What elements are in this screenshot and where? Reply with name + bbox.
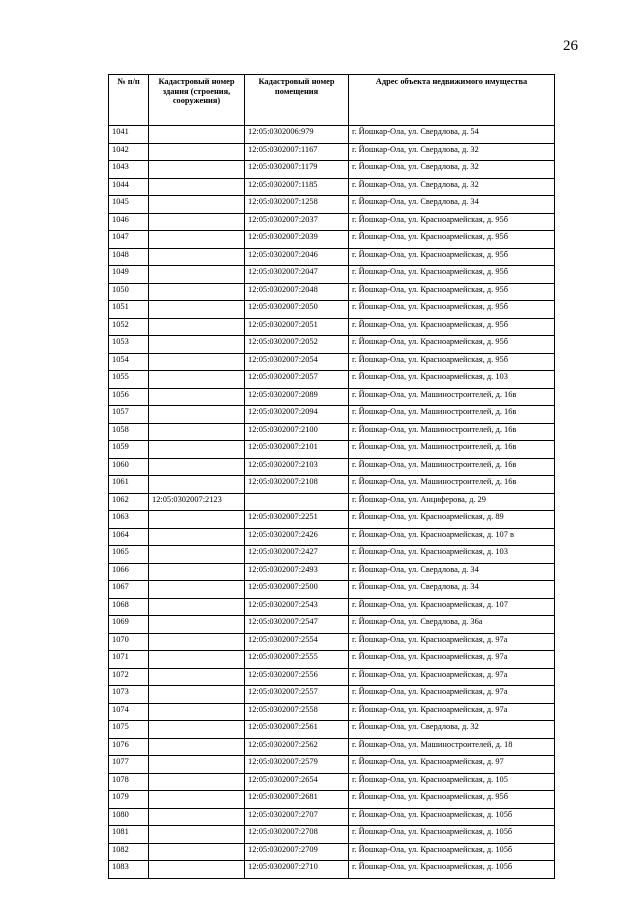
- table-row: [109, 703, 555, 721]
- table-row: [109, 493, 555, 511]
- cell-premises-cadastral-number: 12:05:0302007:1185: [245, 178, 349, 196]
- cell-building-cadastral-number: [149, 458, 245, 476]
- table-row: [109, 353, 555, 371]
- cell-property-address: г. Йошкар-Ола, ул. Красноармейская, д. 107: [349, 598, 555, 616]
- cell-building-cadastral-number: [149, 441, 245, 459]
- cell-property-address: г. Йошкар-Ола, ул. Свердлова, д. 32: [349, 178, 555, 196]
- table-row: [109, 598, 555, 616]
- cell-premises-cadastral-number: 12:05:0302007:2555: [245, 651, 349, 669]
- table-row: [109, 336, 555, 354]
- cell-building-cadastral-number: [149, 266, 245, 284]
- cell-building-cadastral-number: 12:05:0302007:2123: [149, 493, 245, 511]
- cell-property-address: г. Йошкар-Ола, ул. Свердлова, д. 54: [349, 126, 555, 144]
- cell-row-number: 1044: [109, 178, 149, 196]
- cell-row-number: 1071: [109, 651, 149, 669]
- table-row: [109, 266, 555, 284]
- cell-premises-cadastral-number: 12:05:0302007:1167: [245, 143, 349, 161]
- cell-premises-cadastral-number: 12:05:0302007:2709: [245, 843, 349, 861]
- cell-premises-cadastral-number: 12:05:0302007:2556: [245, 668, 349, 686]
- table-row: [109, 388, 555, 406]
- cell-premises-cadastral-number: 12:05:0302007:2426: [245, 528, 349, 546]
- cell-building-cadastral-number: [149, 756, 245, 774]
- cell-row-number: 1058: [109, 423, 149, 441]
- cell-building-cadastral-number: [149, 703, 245, 721]
- table-row: [109, 126, 555, 144]
- cell-property-address: г. Йошкар-Ола, ул. Машиностроителей, д. 16в: [349, 441, 555, 459]
- cell-row-number: 1048: [109, 248, 149, 266]
- cell-property-address: г. Йошкар-Ола, ул. Красноармейская, д. 97а: [349, 633, 555, 651]
- cell-building-cadastral-number: [149, 371, 245, 389]
- cell-premises-cadastral-number: 12:05:0302007:2039: [245, 231, 349, 249]
- cell-premises-cadastral-number: 12:05:0302007:2681: [245, 791, 349, 809]
- cell-property-address: г. Йошкар-Ола, ул. Красноармейская, д. 95б: [349, 791, 555, 809]
- cell-building-cadastral-number: [149, 318, 245, 336]
- cell-property-address: г. Йошкар-Ола, ул. Красноармейская, д. 105б: [349, 826, 555, 844]
- page-number: 26: [563, 38, 578, 54]
- cell-property-address: г. Йошкар-Ола, ул. Красноармейская, д. 105б: [349, 843, 555, 861]
- cell-property-address: г. Йошкар-Ола, ул. Машиностроителей, д. 16в: [349, 458, 555, 476]
- cell-premises-cadastral-number: 12:05:0302007:2048: [245, 283, 349, 301]
- cell-building-cadastral-number: [149, 616, 245, 634]
- cell-row-number: 1041: [109, 126, 149, 144]
- cell-building-cadastral-number: [149, 143, 245, 161]
- cell-building-cadastral-number: [149, 406, 245, 424]
- cell-premises-cadastral-number: [245, 493, 349, 511]
- cell-building-cadastral-number: [149, 791, 245, 809]
- cell-row-number: 1054: [109, 353, 149, 371]
- cell-premises-cadastral-number: 12:05:0302007:2500: [245, 581, 349, 599]
- cell-property-address: г. Йошкар-Ола, ул. Красноармейская, д. 97а: [349, 651, 555, 669]
- table-row: [109, 738, 555, 756]
- cell-row-number: 1083: [109, 861, 149, 879]
- table-row: [109, 808, 555, 826]
- cell-row-number: 1077: [109, 756, 149, 774]
- table-row: [109, 581, 555, 599]
- cell-property-address: г. Йошкар-Ола, ул. Свердлова, д. 34: [349, 581, 555, 599]
- cell-building-cadastral-number: [149, 843, 245, 861]
- cell-property-address: г. Йошкар-Ола, ул. Красноармейская, д. 103: [349, 546, 555, 564]
- cell-row-number: 1053: [109, 336, 149, 354]
- cell-row-number: 1063: [109, 511, 149, 529]
- cell-property-address: г. Йошкар-Ола, ул. Красноармейская, д. 95б: [349, 231, 555, 249]
- cell-premises-cadastral-number: 12:05:0302007:2094: [245, 406, 349, 424]
- cell-row-number: 1067: [109, 581, 149, 599]
- cell-property-address: г. Йошкар-Ола, ул. Красноармейская, д. 95б: [349, 266, 555, 284]
- header-row-number: № п/п: [109, 75, 149, 126]
- table-row: [109, 511, 555, 529]
- cell-property-address: г. Йошкар-Ола, ул. Свердлова, д. 32: [349, 161, 555, 179]
- cell-property-address: г. Йошкар-Ола, ул. Красноармейская, д. 97: [349, 756, 555, 774]
- table-row: [109, 528, 555, 546]
- cell-building-cadastral-number: [149, 283, 245, 301]
- cell-property-address: г. Йошкар-Ола, ул. Красноармейская, д. 103: [349, 371, 555, 389]
- cell-premises-cadastral-number: 12:05:0302007:2100: [245, 423, 349, 441]
- cell-building-cadastral-number: [149, 738, 245, 756]
- cell-building-cadastral-number: [149, 301, 245, 319]
- table-row: [109, 143, 555, 161]
- table-row: [109, 441, 555, 459]
- cell-premises-cadastral-number: 12:05:0302007:2654: [245, 773, 349, 791]
- cell-premises-cadastral-number: 12:05:0302007:1179: [245, 161, 349, 179]
- cell-premises-cadastral-number: 12:05:0302007:2054: [245, 353, 349, 371]
- cell-row-number: 1049: [109, 266, 149, 284]
- table-header-row: [109, 75, 555, 126]
- cell-premises-cadastral-number: 12:05:0302007:2707: [245, 808, 349, 826]
- cell-row-number: 1064: [109, 528, 149, 546]
- cell-row-number: 1060: [109, 458, 149, 476]
- cell-property-address: г. Йошкар-Ола, ул. Красноармейская, д. 89: [349, 511, 555, 529]
- table-row: [109, 651, 555, 669]
- cell-building-cadastral-number: [149, 686, 245, 704]
- table-row: [109, 283, 555, 301]
- cell-row-number: 1072: [109, 668, 149, 686]
- table-row: [109, 633, 555, 651]
- cell-premises-cadastral-number: 12:05:0302007:2047: [245, 266, 349, 284]
- table-body: [109, 126, 555, 879]
- header-building-cadastral-number: Кадастровый номер здания (строения, сооружения): [149, 75, 245, 126]
- cell-premises-cadastral-number: 12:05:0302007:2089: [245, 388, 349, 406]
- table-row: [109, 546, 555, 564]
- cell-property-address: г. Йошкар-Ола, ул. Красноармейская, д. 97а: [349, 686, 555, 704]
- cell-premises-cadastral-number: 12:05:0302007:2052: [245, 336, 349, 354]
- cell-property-address: г. Йошкар-Ола, ул. Красноармейская, д. 95б: [349, 336, 555, 354]
- cell-row-number: 1061: [109, 476, 149, 494]
- cell-premises-cadastral-number: 12:05:0302007:2561: [245, 721, 349, 739]
- cell-premises-cadastral-number: 12:05:0302007:2057: [245, 371, 349, 389]
- cell-premises-cadastral-number: 12:05:0302007:2037: [245, 213, 349, 231]
- cell-row-number: 1045: [109, 196, 149, 214]
- table-row: [109, 668, 555, 686]
- table-row: [109, 213, 555, 231]
- cell-building-cadastral-number: [149, 808, 245, 826]
- cell-row-number: 1047: [109, 231, 149, 249]
- cell-premises-cadastral-number: 12:05:0302007:2547: [245, 616, 349, 634]
- cell-row-number: 1082: [109, 843, 149, 861]
- cell-row-number: 1051: [109, 301, 149, 319]
- table-row: [109, 861, 555, 879]
- cell-building-cadastral-number: [149, 161, 245, 179]
- cell-property-address: г. Йошкар-Ола, ул. Анциферова, д. 29: [349, 493, 555, 511]
- cell-building-cadastral-number: [149, 826, 245, 844]
- cell-premises-cadastral-number: 12:05:0302007:2108: [245, 476, 349, 494]
- cell-property-address: г. Йошкар-Ола, ул. Красноармейская, д. 95б: [349, 283, 555, 301]
- cell-building-cadastral-number: [149, 598, 245, 616]
- cell-property-address: г. Йошкар-Ола, ул. Красноармейская, д. 95б: [349, 301, 555, 319]
- cell-property-address: г. Йошкар-Ола, ул. Свердлова, д. 34: [349, 563, 555, 581]
- cell-premises-cadastral-number: 12:05:0302007:2046: [245, 248, 349, 266]
- cell-building-cadastral-number: [149, 126, 245, 144]
- cell-property-address: г. Йошкар-Ола, ул. Красноармейская, д. 105: [349, 773, 555, 791]
- cell-property-address: г. Йошкар-Ола, ул. Свердлова, д. 32: [349, 143, 555, 161]
- cell-building-cadastral-number: [149, 528, 245, 546]
- cell-building-cadastral-number: [149, 178, 245, 196]
- cell-premises-cadastral-number: 12:05:0302007:2708: [245, 826, 349, 844]
- cell-row-number: 1080: [109, 808, 149, 826]
- cell-premises-cadastral-number: 12:05:0302007:2103: [245, 458, 349, 476]
- cell-building-cadastral-number: [149, 476, 245, 494]
- cell-building-cadastral-number: [149, 861, 245, 879]
- cell-row-number: 1057: [109, 406, 149, 424]
- table-row: [109, 161, 555, 179]
- cell-row-number: 1056: [109, 388, 149, 406]
- header-property-address: Адрес объекта недвижимого имущества: [349, 75, 555, 126]
- cell-building-cadastral-number: [149, 353, 245, 371]
- table-row: [109, 196, 555, 214]
- cell-row-number: 1069: [109, 616, 149, 634]
- cell-row-number: 1078: [109, 773, 149, 791]
- cell-property-address: г. Йошкар-Ола, ул. Машиностроителей, д. 18: [349, 738, 555, 756]
- cell-row-number: 1043: [109, 161, 149, 179]
- cell-building-cadastral-number: [149, 511, 245, 529]
- cell-row-number: 1059: [109, 441, 149, 459]
- table-row: [109, 563, 555, 581]
- cell-row-number: 1068: [109, 598, 149, 616]
- cell-row-number: 1062: [109, 493, 149, 511]
- cell-building-cadastral-number: [149, 248, 245, 266]
- cell-premises-cadastral-number: 12:05:0302007:2251: [245, 511, 349, 529]
- cell-property-address: г. Йошкар-Ола, ул. Красноармейская, д. 107 в: [349, 528, 555, 546]
- cell-property-address: г. Йошкар-Ола, ул. Свердлова, д. 34: [349, 196, 555, 214]
- table-row: [109, 231, 555, 249]
- cell-row-number: 1075: [109, 721, 149, 739]
- cell-row-number: 1073: [109, 686, 149, 704]
- property-registry-table: [108, 74, 555, 879]
- cell-building-cadastral-number: [149, 633, 245, 651]
- cell-property-address: г. Йошкар-Ола, ул. Свердлова, д. 36а: [349, 616, 555, 634]
- cell-property-address: г. Йошкар-Ола, ул. Красноармейская, д. 95б: [349, 353, 555, 371]
- cell-building-cadastral-number: [149, 651, 245, 669]
- cell-property-address: г. Йошкар-Ола, ул. Красноармейская, д. 97а: [349, 668, 555, 686]
- cell-row-number: 1066: [109, 563, 149, 581]
- cell-property-address: г. Йошкар-Ола, ул. Красноармейская, д. 97а: [349, 703, 555, 721]
- table-row: [109, 423, 555, 441]
- cell-row-number: 1046: [109, 213, 149, 231]
- cell-premises-cadastral-number: 12:05:0302006:979: [245, 126, 349, 144]
- cell-property-address: г. Йошкар-Ола, ул. Машиностроителей, д. 16в: [349, 388, 555, 406]
- cell-premises-cadastral-number: 12:05:0302007:2554: [245, 633, 349, 651]
- cell-building-cadastral-number: [149, 581, 245, 599]
- table-row: [109, 773, 555, 791]
- cell-building-cadastral-number: [149, 196, 245, 214]
- table-row: [109, 826, 555, 844]
- cell-property-address: г. Йошкар-Ола, ул. Машиностроителей, д. 16в: [349, 406, 555, 424]
- table-row: [109, 476, 555, 494]
- cell-property-address: г. Йошкар-Ола, ул. Красноармейская, д. 95б: [349, 213, 555, 231]
- cell-row-number: 1076: [109, 738, 149, 756]
- table-row: [109, 756, 555, 774]
- cell-building-cadastral-number: [149, 336, 245, 354]
- table-row: [109, 721, 555, 739]
- cell-row-number: 1070: [109, 633, 149, 651]
- cell-building-cadastral-number: [149, 563, 245, 581]
- cell-premises-cadastral-number: 12:05:0302007:2710: [245, 861, 349, 879]
- table-row: [109, 843, 555, 861]
- cell-premises-cadastral-number: 12:05:0302007:2101: [245, 441, 349, 459]
- cell-building-cadastral-number: [149, 231, 245, 249]
- cell-premises-cadastral-number: 12:05:0302007:2562: [245, 738, 349, 756]
- cell-premises-cadastral-number: 12:05:0302007:1258: [245, 196, 349, 214]
- cell-building-cadastral-number: [149, 668, 245, 686]
- cell-property-address: г. Йошкар-Ола, ул. Красноармейская, д. 95б: [349, 318, 555, 336]
- table-row: [109, 318, 555, 336]
- table-row: [109, 616, 555, 634]
- cell-building-cadastral-number: [149, 773, 245, 791]
- cell-row-number: 1055: [109, 371, 149, 389]
- cell-row-number: 1074: [109, 703, 149, 721]
- cell-row-number: 1065: [109, 546, 149, 564]
- table-row: [109, 301, 555, 319]
- cell-building-cadastral-number: [149, 546, 245, 564]
- table-row: [109, 791, 555, 809]
- cell-building-cadastral-number: [149, 721, 245, 739]
- table-row: [109, 406, 555, 424]
- cell-row-number: 1079: [109, 791, 149, 809]
- cell-property-address: г. Йошкар-Ола, ул. Красноармейская, д. 95б: [349, 248, 555, 266]
- table-row: [109, 458, 555, 476]
- cell-premises-cadastral-number: 12:05:0302007:2557: [245, 686, 349, 704]
- cell-premises-cadastral-number: 12:05:0302007:2427: [245, 546, 349, 564]
- cell-premises-cadastral-number: 12:05:0302007:2558: [245, 703, 349, 721]
- cell-row-number: 1081: [109, 826, 149, 844]
- table-row: [109, 248, 555, 266]
- cell-property-address: г. Йошкар-Ола, ул. Красноармейская, д. 105б: [349, 861, 555, 879]
- cell-property-address: г. Йошкар-Ола, ул. Красноармейская, д. 105б: [349, 808, 555, 826]
- cell-premises-cadastral-number: 12:05:0302007:2579: [245, 756, 349, 774]
- cell-premises-cadastral-number: 12:05:0302007:2493: [245, 563, 349, 581]
- cell-premises-cadastral-number: 12:05:0302007:2051: [245, 318, 349, 336]
- table-row: [109, 686, 555, 704]
- cell-premises-cadastral-number: 12:05:0302007:2543: [245, 598, 349, 616]
- cell-property-address: г. Йошкар-Ола, ул. Свердлова, д. 32: [349, 721, 555, 739]
- cell-row-number: 1042: [109, 143, 149, 161]
- header-premises-cadastral-number: Кадастровый номер помещения: [245, 75, 349, 126]
- cell-property-address: г. Йошкар-Ола, ул. Машиностроителей, д. 16в: [349, 476, 555, 494]
- cell-row-number: 1052: [109, 318, 149, 336]
- cell-row-number: 1050: [109, 283, 149, 301]
- cell-building-cadastral-number: [149, 388, 245, 406]
- cell-property-address: г. Йошкар-Ола, ул. Машиностроителей, д. 16в: [349, 423, 555, 441]
- table-row: [109, 371, 555, 389]
- table-row: [109, 178, 555, 196]
- cell-building-cadastral-number: [149, 423, 245, 441]
- cell-premises-cadastral-number: 12:05:0302007:2050: [245, 301, 349, 319]
- cell-building-cadastral-number: [149, 213, 245, 231]
